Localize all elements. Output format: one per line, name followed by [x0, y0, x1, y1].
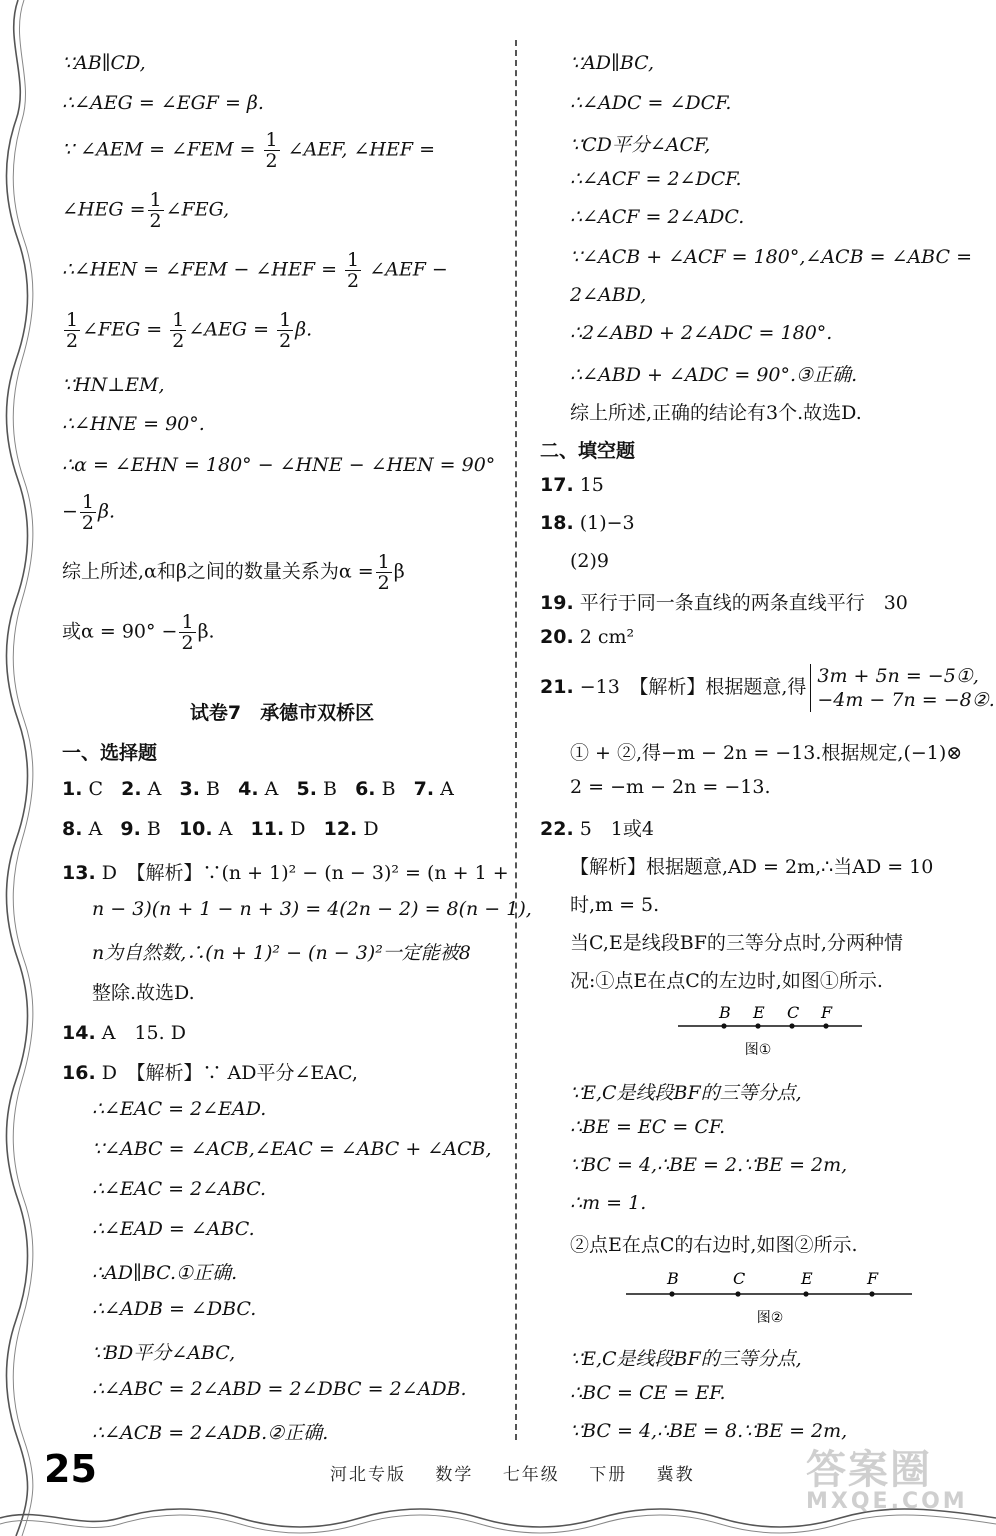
text-fragment: ∠FEG =	[82, 318, 163, 341]
text-line: 13. D 【解析】∵(n + 1)² − (n − 3)² = (n + 1 +	[62, 862, 509, 884]
text-fragment: β.	[295, 318, 313, 341]
text-line: ∵AB∥CD,	[62, 52, 146, 74]
watermark-url: MXQE.COM	[806, 1489, 968, 1514]
text-fragment: ∠HEG =	[62, 198, 146, 221]
fraction: $\frac{1}{2}$	[279, 309, 292, 352]
text-line: ∵BC = 4,∴BE = 8.∵BE = 2m,	[570, 1420, 848, 1442]
point-label: E	[801, 1269, 813, 1288]
text-fragment: β.	[197, 620, 215, 643]
figure-caption: 图①	[744, 1042, 772, 1058]
footer-item: 数学	[435, 1465, 474, 1485]
fraction: $\frac{1}{2}$	[66, 309, 79, 352]
text-fragment: ∵ ∠AEM = ∠FEM =	[62, 138, 256, 161]
point-label: E	[753, 1003, 765, 1022]
text-line: n − 3)(n + 1 − n + 3) = 4(2n − 2) = 8(n − 1),	[92, 898, 532, 920]
text-line: 22. 5 1或4	[540, 818, 654, 840]
text-line: ∵∠ACB + ∠ACF = 180°,∠ACB = ∠ABC =	[570, 246, 972, 268]
text-fragment: β	[393, 560, 405, 583]
point-label: F	[867, 1269, 879, 1288]
text-line	[62, 190, 229, 231]
text-line: 综上所述,正确的结论有3个.故选D.	[570, 402, 862, 424]
text-fragment: ∠AEF, ∠HEF =	[287, 138, 435, 161]
fraction: $\frac{1}{2}$	[172, 309, 185, 352]
text-line: ∴∠ADB = ∠DBC.	[92, 1298, 257, 1320]
watermark	[806, 1438, 986, 1518]
text-line	[62, 250, 448, 291]
text-line: 2 = −m − 2n = −13.	[570, 776, 771, 798]
fraction: $\frac{1}{2}$	[265, 129, 278, 172]
text-line: ∵CD平分∠ACF,	[570, 134, 711, 156]
footer-item: 河北专版	[330, 1465, 406, 1485]
column-divider	[515, 40, 517, 1440]
text-line: ∵BD平分∠ABC,	[92, 1342, 236, 1364]
answer-row: 8. A 9. B 10. A 11. D 12. D	[62, 818, 379, 840]
footer-item: 七年级	[502, 1465, 560, 1485]
text-line: ∴∠HNE = 90°.	[62, 413, 205, 435]
point-label: B	[719, 1003, 731, 1022]
text-line: ∴BC = CE = EF.	[570, 1382, 726, 1404]
text-line: 当C,E是线段BF的三等分点时,分两种情	[570, 932, 903, 954]
text-line: ∴α = ∠EHN = 180° − ∠HNE − ∠HEN = 90°	[62, 454, 496, 476]
fraction: $\frac{1}{2}$	[377, 551, 390, 594]
text-fragment: −	[62, 500, 78, 523]
figure-2	[622, 1262, 918, 1332]
text-line: ∵∠ABC = ∠ACB,∠EAC = ∠ABC + ∠ACB,	[92, 1138, 492, 1160]
text-line: ∵HN⊥EM,	[62, 374, 165, 396]
text-line: (2)9	[570, 550, 610, 572]
text-line: 20. 2 cm²	[540, 626, 635, 648]
footer-info	[330, 1460, 717, 1485]
text-line: ∴∠ACF = 2∠DCF.	[570, 168, 742, 190]
text-line	[62, 492, 115, 533]
figure-caption: 图②	[756, 1310, 784, 1326]
text-line: ∵E,C是线段BF的三等分点,	[570, 1082, 802, 1104]
text-line: ∴∠ABD + ∠ADC = 90°.③正确.	[570, 364, 858, 386]
text-fragment: ∠FEG,	[165, 198, 230, 221]
section-heading: 一、选择题	[62, 742, 158, 764]
text-line: 时,m = 5.	[570, 894, 660, 916]
text-line: ∴∠ADC = ∠DCF.	[570, 92, 732, 114]
text-line: ∴∠ABC = 2∠ABD = 2∠DBC = 2∠ADB.	[92, 1378, 467, 1400]
text-line: 21. −13 【解析】根据题意,得 3m + 5n = −5①, −4m − 7n = −8②.	[540, 665, 995, 711]
fraction: $\frac{1}{2}$	[149, 189, 162, 232]
text-line: ∴∠EAC = 2∠EAD.	[92, 1098, 267, 1120]
text-line: 16. D 【解析】∵ AD平分∠EAC,	[62, 1062, 358, 1084]
text-fragment: β.	[98, 500, 116, 523]
text-fragment: ∴∠HEN = ∠FEM − ∠HEF =	[62, 258, 337, 281]
text-line: 14. A 15. D	[62, 1022, 186, 1044]
point-label: F	[821, 1003, 833, 1022]
point-label: C	[787, 1003, 800, 1022]
text-line	[62, 552, 405, 593]
equation-system: 3m + 5n = −5①, −4m − 7n = −8②.	[810, 664, 994, 712]
paper-title: 试卷7 承德市双桥区	[189, 702, 375, 724]
text-line: 17. 15	[540, 474, 604, 496]
text-line: 19. 平行于同一条直线的两条直线平行 30	[540, 592, 908, 614]
text-fragment: 综上所述,α和β之间的数量关系为α =	[62, 560, 374, 583]
page-number: 25	[44, 1447, 97, 1491]
watermark-text: 答案圈	[806, 1447, 932, 1493]
point-label: C	[733, 1269, 746, 1288]
text-line: ∵E,C是线段BF的三等分点,	[570, 1348, 802, 1370]
point-label: B	[667, 1269, 679, 1288]
text-line: ∴∠EAC = 2∠ABC.	[92, 1178, 267, 1200]
text-line: ∵BC = 4,∴BE = 2.∵BE = 2m,	[570, 1154, 848, 1176]
text-line: 2∠ABD,	[570, 284, 647, 306]
fraction: $\frac{1}{2}$	[181, 611, 194, 654]
text-line: ∴∠ACF = 2∠ADC.	[570, 206, 745, 228]
text-line: 【解析】根据题意,AD = 2m,∴当AD = 10	[570, 856, 934, 878]
text-fragment: 或α = 90° −	[62, 620, 178, 643]
text-line: 18. (1)−3	[540, 512, 635, 534]
text-line	[62, 130, 435, 171]
text-line	[62, 612, 215, 653]
text-line: ∴BE = EC = CF.	[570, 1116, 726, 1138]
text-line: ∴2∠ABD + 2∠ADC = 180°.	[570, 322, 833, 344]
text-line: ∴∠ACB = 2∠ADB.②正确.	[92, 1422, 329, 1444]
text-line: ②点E在点C的右边时,如图②所示.	[570, 1234, 858, 1256]
footer-item: 下册	[589, 1465, 628, 1485]
answer-row: 1. C 2. A 3. B 4. A 5. B 6. B 7. A	[62, 778, 454, 800]
text-fragment: ∠AEF −	[369, 258, 448, 281]
left-wave-border	[0, 0, 34, 1536]
text-line: 整除.故选D.	[92, 982, 195, 1004]
text-line: 况:①点E在点C的左边时,如图①所示.	[570, 970, 883, 992]
text-line: ∴m = 1.	[570, 1192, 647, 1214]
text-fragment: ∠AEG =	[188, 318, 270, 341]
fraction: $\frac{1}{2}$	[347, 249, 360, 292]
text-line: ∴AD∥BC.①正确.	[92, 1262, 238, 1284]
figure-1	[670, 998, 870, 1066]
text-line	[62, 310, 312, 351]
text-line: ∴∠AEG = ∠EGF = β.	[62, 92, 264, 114]
text-line: ∴∠EAD = ∠ABC.	[92, 1218, 255, 1240]
text-line: ∵AD∥BC,	[570, 52, 655, 74]
footer-item: 冀教	[656, 1465, 695, 1485]
section-heading: 二、填空题	[540, 440, 636, 462]
fraction: $\frac{1}{2}$	[81, 491, 95, 534]
text-line: n为自然数,∴(n + 1)² − (n − 3)²一定能被8	[92, 942, 471, 964]
text-line: ① + ②,得−m − 2n = −13.根据规定,(−1)⊗	[570, 742, 963, 764]
